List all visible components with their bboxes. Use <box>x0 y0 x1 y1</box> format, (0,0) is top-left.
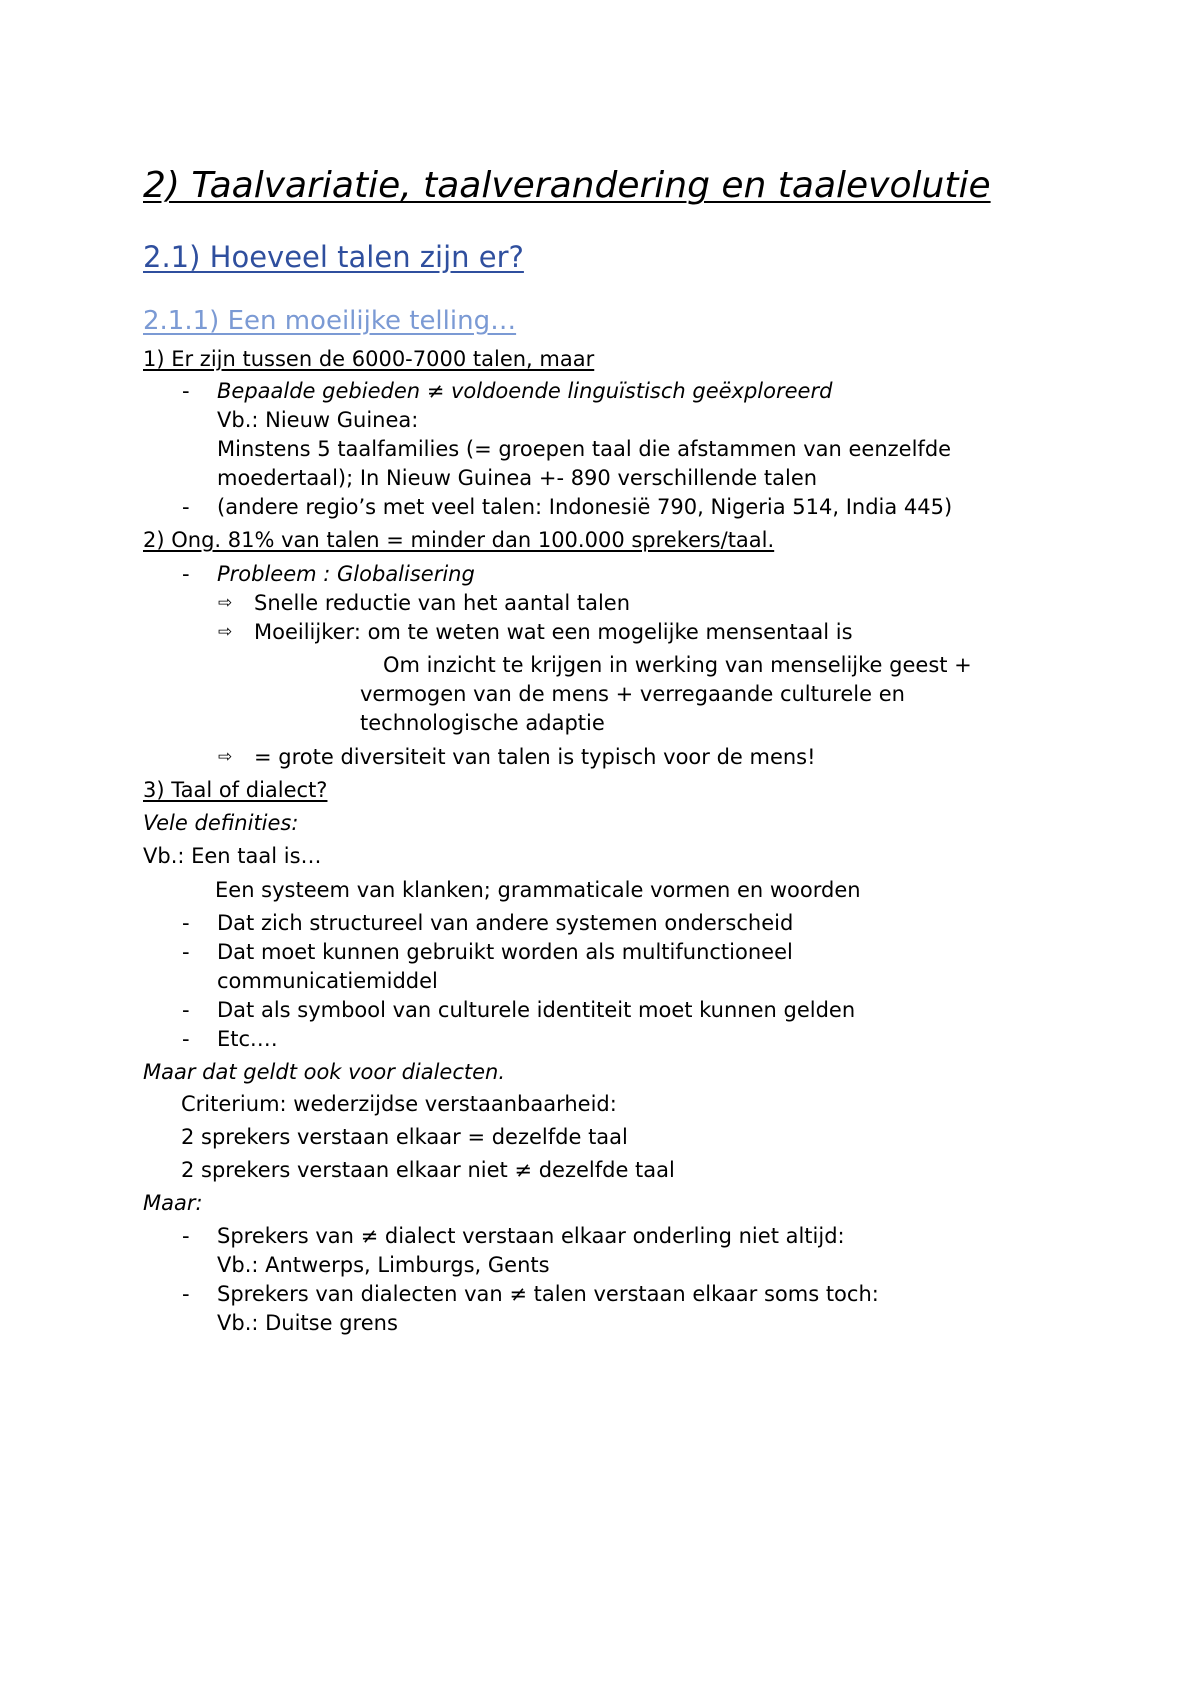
list-item: Dat als symbool van culturele identiteit moet kunnen gelden <box>217 998 856 1022</box>
paragraph-italic: Maar dat geldt ook voor dialecten. <box>143 1060 506 1084</box>
list-item: Etc.… <box>217 1027 278 1051</box>
dash-bullet: - <box>182 562 190 586</box>
list-item-example: Vb.: Antwerps, Limburgs, Gents <box>217 1253 550 1277</box>
document-title: 2) Taalvariatie, taalverandering en taalevolutie <box>143 165 991 206</box>
paragraph-italic: Vele definities: <box>143 811 299 835</box>
explanation-text: technologische adaptie <box>360 711 605 735</box>
dash-bullet: - <box>182 1282 190 1306</box>
list-item-text: communicatiemiddel <box>217 969 438 993</box>
list-item: Sprekers van ≠ dialect verstaan elkaar onderling niet altijd: <box>217 1224 845 1248</box>
document-page <box>143 0 1063 1698</box>
point-3-heading: 3) Taal of dialect? <box>143 778 328 802</box>
section-heading: 2.1) Hoeveel talen zijn er? <box>143 240 524 274</box>
dash-bullet: - <box>182 1027 190 1051</box>
dash-bullet: - <box>182 1224 190 1248</box>
list-item: Dat moet kunnen gebruikt worden als multifunctioneel <box>217 940 793 964</box>
arrow-item: = grote diversiteit van talen is typisch voor de mens! <box>254 745 816 769</box>
arrow-item: Moeilijker: om te weten wat een mogelijke mensentaal is <box>254 620 853 644</box>
subsection-heading: 2.1.1) Een moeilijke telling… <box>143 306 517 336</box>
explanation-text: Om inzicht te krijgen in werking van menselijke geest + <box>383 653 972 677</box>
point-1-heading: 1) Er zijn tussen de 6000-7000 talen, maar <box>143 347 595 371</box>
arrow-bullet-icon: ⇨ <box>218 622 233 642</box>
paragraph-italic: Maar: <box>143 1191 203 1215</box>
dash-bullet: - <box>182 998 190 1022</box>
paragraph-indented: Criterium: wederzijdse verstaanbaarheid: <box>181 1092 617 1116</box>
list-item-text: moedertaal); In Nieuw Guinea +- 890 verschillende talen <box>217 466 818 490</box>
point-2-heading: 2) Ong. 81% van talen = minder dan 100.000 sprekers/taal. <box>143 528 775 552</box>
list-item: (andere regio’s met veel talen: Indonesië 790, Nigeria 514, India 445) <box>217 495 953 519</box>
paragraph-indented: 2 sprekers verstaan elkaar niet ≠ dezelfde taal <box>181 1158 675 1182</box>
arrow-bullet-icon: ⇨ <box>218 593 233 613</box>
paragraph: Vb.: Een taal is… <box>143 844 322 868</box>
list-item: Bepaalde gebieden ≠ voldoende linguïstisch geëxploreerd <box>217 379 833 403</box>
dash-bullet: - <box>182 379 190 403</box>
list-item-example: Vb.: Nieuw Guinea: <box>217 408 419 432</box>
arrow-item: Snelle reductie van het aantal talen <box>254 591 631 615</box>
paragraph-indented: Een systeem van klanken; grammaticale vormen en woorden <box>215 878 861 902</box>
paragraph-indented: 2 sprekers verstaan elkaar = dezelfde taal <box>181 1125 628 1149</box>
arrow-bullet-icon: ⇨ <box>218 747 233 767</box>
list-item: Dat zich structureel van andere systemen onderscheid <box>217 911 794 935</box>
dash-bullet: - <box>182 940 190 964</box>
list-item: Probleem : Globalisering <box>217 562 475 586</box>
explanation-text: vermogen van de mens + verregaande culturele en <box>360 682 905 706</box>
list-item-example: Vb.: Duitse grens <box>217 1311 398 1335</box>
list-item-text: Minstens 5 taalfamilies (= groepen taal die afstammen van eenzelfde <box>217 437 952 461</box>
dash-bullet: - <box>182 495 190 519</box>
dash-bullet: - <box>182 911 190 935</box>
list-item: Sprekers van dialecten van ≠ talen verstaan elkaar soms toch: <box>217 1282 879 1306</box>
